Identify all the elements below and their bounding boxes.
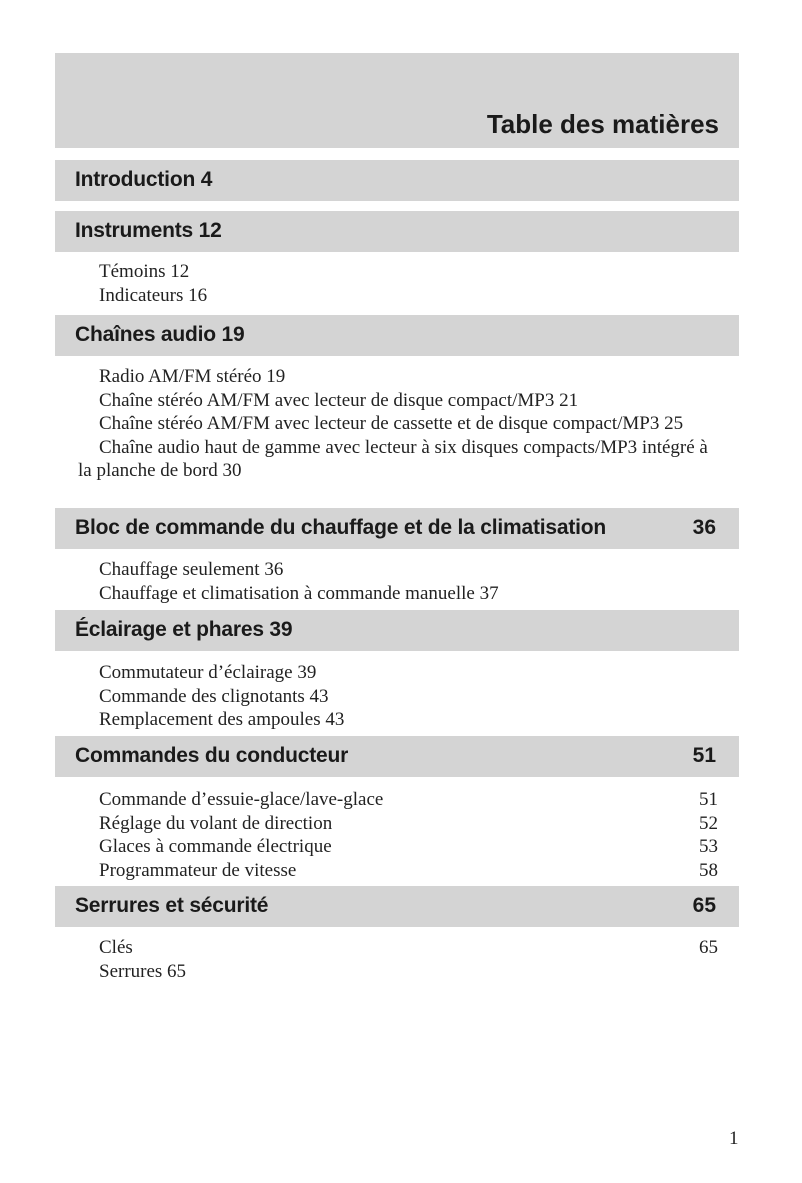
toc-entry[interactable] [78,835,718,859]
section-page: 36 [692,516,716,539]
entry-title: Radio AM/FM stéréo 19 [99,366,286,387]
toc-entry[interactable] [78,436,718,483]
section-header[interactable] [55,886,739,927]
section-title: Bloc de commande du chauffage et de la climatisation [75,516,607,539]
entry-page: 53 [699,836,718,857]
entry-page: 58 [699,859,718,881]
toc-entry[interactable] [78,412,718,436]
toc-entry[interactable] [78,960,718,984]
toc-entry[interactable] [78,365,718,389]
entry-title: Réglage du volant de direction [99,812,333,834]
entry-title: Témoins 12 [99,261,190,282]
entry-title: Indicateurs 16 [99,284,208,306]
toc-entry[interactable] [78,812,718,836]
toc-entry[interactable] [78,582,718,606]
entry-title: Chaîne stéréo AM/FM avec lecteur de cassette et de disque compact/MP3 25 [99,413,684,434]
entry-page: 51 [699,789,718,810]
toc-entry[interactable] [78,260,718,284]
toc-entry[interactable] [78,389,718,413]
toc-entry[interactable] [78,859,718,883]
section-title: Serrures et sécurité [75,894,269,917]
section-items [78,558,718,605]
section-title: Chaînes audio 19 [75,323,245,346]
section-items [78,788,718,882]
entry-title: Chaîne stéréo AM/FM avec lecteur de disque compact/MP3 21 [99,389,579,411]
entry-title: Commande des clignotants 43 [99,685,329,707]
section-items [78,936,718,983]
section-header[interactable] [55,160,739,201]
section-title: Introduction 4 [75,168,213,191]
entry-title: Commutateur d’éclairage 39 [99,662,317,683]
toc-entry[interactable] [78,788,718,812]
title-banner [55,53,739,148]
toc-entry[interactable] [78,708,718,732]
entry-page: 65 [699,937,718,958]
section-items [78,260,718,307]
section-title: Éclairage et phares 39 [75,618,293,641]
page-number: 1 [729,1128,739,1149]
entry-title: Remplacement des ampoules 43 [99,709,345,730]
toc-entry[interactable] [78,284,718,308]
entry-title: Serrures 65 [99,960,187,982]
section-page: 65 [692,894,716,917]
section-header[interactable] [55,211,739,252]
toc-entry[interactable] [78,661,718,685]
section-items [78,365,718,483]
section-header[interactable] [55,610,739,651]
entry-title: Chaîne audio haut de gamme avec lecteur à six disques compacts/MP3 intégré à la planche de bord 30 [78,436,708,481]
section-page: 51 [692,744,716,767]
entry-title: Chauffage et climatisation à commande manuelle 37 [99,582,499,604]
section-items [78,661,718,732]
entry-title: Clés [99,937,133,958]
toc-entry[interactable] [78,558,718,582]
toc-entry[interactable] [78,685,718,709]
section-header[interactable] [55,315,739,356]
page-title: Table des matières [486,109,719,139]
entry-title: Programmateur de vitesse [99,859,297,881]
section-title: Instruments 12 [75,219,222,242]
section-title: Commandes du conducteur [75,744,349,767]
entry-title: Glaces à commande électrique [99,836,332,857]
entry-page: 52 [699,812,718,834]
toc-entry[interactable] [78,936,718,960]
entry-title: Commande d’essuie-glace/lave-glace [99,789,384,810]
section-header[interactable] [55,736,739,777]
entry-title: Chauffage seulement 36 [99,559,284,580]
section-header[interactable] [55,508,739,549]
